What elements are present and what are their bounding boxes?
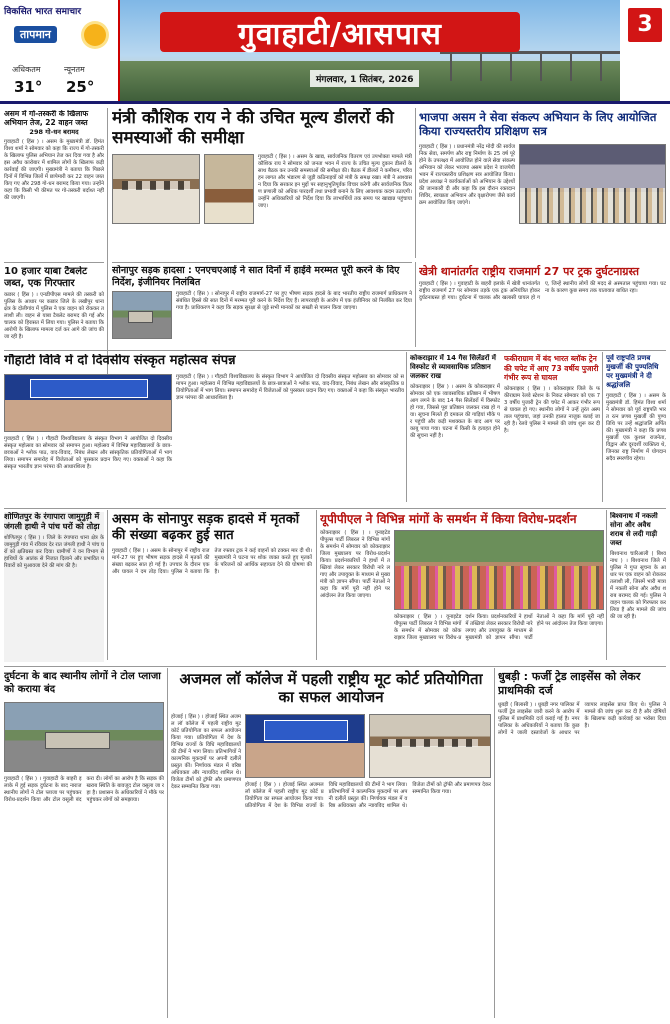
article-body-part: गुवाहाटी ( हिंस ) । गौहाटी विश्वविद्यालय के संस्कृत विभाग ने आयोजित दो दिवसीय संस्कृत महोत्सव का सोमवार को समापन हुआ। महोत्सव में विभिन्न महाविद्यालयों के छात्र-छात्राओं ने श्लोक पाठ, वाद-विवाद, निबंध लेखन और सांस्कृतिक प्रतियोगिताओं में भाग लिया। समापन समारोह में विजेताओं को पुरस्कार प्रदान किए गए। वक्ताओं ने कहा कि संस्कृत भारतीय ज्ञान परंपरा की आधारशिला है। — [4, 436, 172, 470]
masthead-banner — [120, 0, 620, 101]
max-temp-label: अधिकतम — [12, 65, 41, 74]
lead-headline: मंत्री कौशिक राय ने की उचित मूल्य डीलरों की समस्याओं की समीक्षा — [112, 108, 394, 148]
weather-title: तापमान — [14, 26, 57, 43]
article-body: धुबड़ी ( बिलासी ) । धुबड़ी नगर पालिका में फर्जी ट्रेड लाइसेंस जारी करने के आरोप में पुलिस में प्राथमिकी दर्ज कराई गई है। नगर पालिका के अधिकारियों ने बताया कि कुछ लोगों ने जाली दस्तावेजों के आधार पर व्यापार लाइसेंस प्राप्त किए थे। पुलिस ने मामले की जांच शुरू कर दी है और दोषियों के खिलाफ कड़ी कार्रवाई का भरोसा दिया है। — [498, 702, 666, 736]
article-khetri-truck — [419, 265, 666, 345]
article-body: गुवाहाटी ( हिंस ) । असम के सोनापुर में राष्ट्रीय राजमार्ग-27 पर हुए भीषण सड़क हादसे में मृतकों की संख्या बढ़कर सात हो गई है। उपचार के दौरान एक और घायल ने दम तोड़ दिया। पुलिस ने बताया कि तेज रफ्तार ट्रक ने कई वाहनों को टक्कर मार दी थी। मुख्यमंत्री ने घटना पर शोक व्यक्त करते हुए मृतकों के परिजनों को आर्थिक सहायता देने की घोषणा की है। — [112, 548, 312, 575]
headline: यूपीपीएल ने विभिन्न मांगों के समर्थन में किया विरोध-प्रदर्शन — [320, 512, 577, 526]
headline: शोणितपुर के रंगापारा जामुगुड़ी में जंगली हाथी ने पांच घरों को तोड़ा — [4, 512, 100, 531]
headline: भाजपा असम ने सेवा संकल्प अभियान के लिए आयोजित किया राज्यस्तरीय प्रशिक्षण सत्र — [419, 110, 657, 138]
article-body: गुवाहाटी ( हिंस ) । गुवाहाटी के बाहरी इलाके में खेत्री थानांतर्गत राष्ट्रीय राजमार्ग 27 पर सोमवार तड़के एक ट्रक अनियंत्रित होकर दुर्घटनाग्रस्त हो गया। दुर्घटना में चालक और खलासी घायल हो गए, जिन्हें स्थानीय लोगों की मदद से अस्पताल पहुंचाया गया। घटना के कारण कुछ समय तक यातायात बाधित रहा। — [419, 281, 666, 301]
dateline: मंगलवार, 1 सितंबर, 2026 — [310, 70, 419, 87]
headline: कोकराझार में 14 गैस सिलेंडरों में विस्फोट से व्यावसायिक प्रतिष्ठान जलकर राख — [410, 354, 496, 380]
article-body: गुवाहाटी ( हिंस ) । गौहाटी विश्वविद्यालय के संस्कृत विभाग ने आयोजित दो दिवसीय संस्कृत महोत्सव का सोमवार को समापन हुआ। महोत्सव में विभिन्न महाविद्यालयों के छात्र-छात्राओं ने श्लोक पाठ, वाद-विवाद, निबंध लेखन और सांस्कृतिक प्रतियोगिताओं में भाग लिया। समापन समारोह में विजेताओं को पुरस्कार प्रदान किए गए। वक्ताओं ने कहा कि संस्कृत भारतीय ज्ञान परंपरा की आधारशिला है। — [176, 374, 404, 401]
article-body: गुवाहाटी ( हिंस ) । असम के खाद्य, सार्वजनिक वितरण एवं उपभोक्ता मामले मंत्री कौशिक राय ने सोमवार को जनता भवन में राज्य के उचित मूल्य दुकान डीलरों के साथ बैठक कर उनकी समस्याओं की समीक्षा की। बैठक में डीलरों ने कमीशन, परिवहन लागत और भंडारण से जुड़ी कठिनाइयों को मंत्री के समक्ष रखा। मंत्री ने आश्वासन दिया कि सरकार इन मुद्दों पर सहानुभूतिपूर्वक विचार करेगी और सार्वजनिक वितरण प्रणाली को अधिक पारदर्शी तथा प्रभावी बनाने के लिए आवश्यक कदम उठाएगी। उन्होंने अधिकारियों को निर्देश दिया कि लाभार्थियों तक समय पर खाद्यान्न पहुंचाया जाए। — [258, 154, 412, 209]
headline: गौहाटी विवि में दो दिवसीय संस्कृत महोत्सव संपन्न — [4, 354, 236, 368]
weather-box — [6, 24, 114, 98]
title-band — [160, 12, 520, 52]
article-fakiragram — [504, 354, 600, 504]
highway-photo — [112, 291, 172, 339]
article-body: गुवाहाटी ( हिंस ) । सोनापुर में राष्ट्रीय राजमार्ग-27 पर हुए भीषण सड़क हादसे के बाद भारतीय राष्ट्रीय राजमार्ग प्राधिकरण ने संबंधित हिस्से की सात दिनों में मरम्मत पूरी करने के निर्देश दिए हैं। लापरवाही के आरोप में एक इंजीनियर को निलंबित कर दिया गया है। प्राधिकरण ने कहा कि सड़क सुरक्षा से जुड़े सभी मानकों का सख्ती से पालन किया जाएगा। — [176, 291, 412, 311]
headline: अजमल लॉ कॉलेज में पहली राष्ट्रीय मूट कोर्ट प्रतियोगिता का सफल आयोजन — [179, 670, 483, 706]
headline: खेत्री थानांतर्गत राष्ट्रीय राजमार्ग 27 पर ट्रक दुर्घटनाग्रस्त — [419, 265, 640, 278]
meeting-photo-2 — [204, 154, 254, 224]
meeting-photo-1 — [112, 154, 200, 224]
tagline: विकसित भारत समाचार — [4, 7, 82, 17]
article-body: गुवाहाटी ( हिंस ) । गुवाहाटी के बाहरी इलाके में हुई सड़क दुर्घटना के बाद नाराज स्थानीय लोगों ने टोल प्लाजा पर पहुंचकर विरोध-प्रदर्शन किया और टोल वसूली बंद करा दी। लोगों का आरोप है कि सड़क की खराब स्थिति के बावजूद टोल वसूला जा रहा है। प्रशासन के अधिकारियों ने मौके पर पहुंचकर लोगों को समझाया। — [4, 776, 164, 803]
page-number: 3 — [628, 8, 662, 42]
moot-court-audience-photo — [369, 714, 491, 778]
article-body: गुवाहाटी ( हिंस ) । असम के मुख्यमंत्री डॉ. हिमंत विश्व शर्मा ने सोमवार को कहा कि राज्य में गो-तस्करी के खिलाफ पुलिस अभियान तेज कर दिया गया है और इस अवैध कारोबार में शामिल लोगों के खिलाफ कड़ी कार्रवाई की जाएगी। मुख्यमंत्री ने बताया कि पिछले दिनों में विभिन्न जिलों में छापेमारी कर 22 वाहन जब्त किए गए और 298 गो-धन बरामद किया गया। उन्होंने कहा कि किसी भी कीमत पर गो-तस्करी बर्दाश्त नहीं की जाएगी। — [4, 138, 104, 201]
sun-icon — [84, 24, 106, 46]
article-body: कछार ( हिंस ) । एनडीपीएस मामले की तस्करी को पुलिस के आधार पर कछार जिले के लखीपुर थाना क्षेत्र के दोलीगांव में पुलिस ने एक वाहन को रोककर तलाशी ली। वाहन से याबा टैबलेट बरामद की गई और चालक को हिरासत में लिया गया। पुलिस ने बताया कि आरोपी के खिलाफ मामला दर्ज कर आगे की जांच की जा रही है। — [4, 292, 104, 340]
article-body: कोकराझार ( हिंस ) । कोकराझार जिले के फकीराग्राम रेलवे स्टेशन के निकट सोमवार को एक 73 वर्षीय पुजारी ट्रेन की चपेट में आकर गंभीर रूप से घायल हो गए। स्थानीय लोगों ने उन्हें तुरंत अस्पताल पहुंचाया, जहां उनकी हालत नाजुक बताई जा रही है। रेलवे पुलिस ने मामले की जांच शुरू कर दी है। — [504, 385, 600, 434]
article-body-cont: होजाई ( हिंस ) । होजाई स्थित अजमल लॉ कॉलेज में पहली राष्ट्रीय मूट कोर्ट प्रतियोगिता का सफल आयोजन किया गया। प्रतियोगिता में देश के विभिन्न राज्यों के विधि महाविद्यालयों की टीमों ने भाग लिया। प्रतिभागियों ने काल्पनिक मुकदमों पर अपनी दलीलें प्रस्तुत कीं। निर्णायक मंडल में वरिष्ठ अधिवक्ता और न्यायविद शामिल थे। विजेता टीमों को ट्रॉफी और प्रमाणपत्र देकर सम्मानित किया गया। — [245, 782, 491, 809]
min-temp-label: न्यूनतम — [64, 65, 85, 74]
article-sanskrit-fest — [4, 354, 404, 504]
article-dhubri-license — [498, 670, 666, 1020]
article-body: कोकराझार ( हिंस ) । असम के कोकराझार में सोमवार को एक व्यावसायिक प्रतिष्ठान में भीषण आग लगने के बाद 14 गैस सिलेंडरों में विस्फोट हो गया, जिससे पूरा प्रतिष्ठान जलकर राख हो गया। सूचना मिलते ही दमकल की गाड़ियां मौके पर पहुंचीं और कड़ी मशक्कत के बाद आग पर काबू पाया गया। घटना में किसी के हताहत होने की सूचना नहीं है। — [410, 384, 500, 439]
masthead-right-panel — [620, 0, 670, 101]
headline: असम के सोनापुर सड़क हादसे में मृतकों की संख्या बढ़कर हुई सात — [112, 512, 300, 543]
article-kokrajhar-blast — [410, 354, 500, 504]
article-fake-gold — [610, 512, 666, 662]
article-toll-plaza — [4, 670, 164, 1020]
section-title: गुवाहाटी/आसपास — [238, 16, 442, 52]
article-sonapur-nhai — [112, 265, 412, 345]
protest-photo — [394, 530, 604, 610]
headline: सोनापुर सड़क हादसा : एनएचएआई ने सात दिनों में हाईवे मरम्मत पूरी करने के दिए निर्देश, इंजीनियर निलंबित — [112, 265, 400, 288]
article-body-cont: कोकराझार ( हिंस ) । यूनाइटेड पीपुल्स पार्टी लिबरल ने विभिन्न मांगों के समर्थन में सोमवार को कोकराझार जिला मुख्यालय पर विरोध-प्रदर्शन किया। प्रदर्शनकारियों ने हाथों में तख्तियां लेकर सरकार विरोधी नारे लगाए और उपायुक्त के माध्यम से मुख्यमंत्री को ज्ञापन सौंपा। पार्टी नेताओं ने कहा कि मांगें पूरी नहीं होने पर आंदोलन तेज किया जाएगा। — [394, 614, 604, 641]
bridge-image — [440, 51, 620, 81]
min-temp-value: 25° — [66, 78, 95, 96]
subhead: 298 गो-धन बरामद — [29, 128, 79, 137]
article-lead — [112, 108, 412, 258]
article-sonapur-deaths — [112, 512, 312, 662]
max-temp-value: 31° — [14, 78, 43, 96]
headline: धुबड़ी : फर्जी ट्रेड लाइसेंस को लेकर प्राथमिकी दर्ज — [498, 670, 641, 697]
headline: असम में गो-तस्करी के खिलाफ अभियान तेज, 22 वाहन जब्त — [4, 110, 89, 127]
article-pranab-tribute — [606, 354, 666, 504]
headline: पूर्व राष्ट्रपति प्रणब मुखर्जी की पुण्यतिथि पर मुख्यमंत्री ने दी श्रद्धांजलि — [606, 354, 659, 389]
sanskrit-fest-photo — [4, 374, 172, 432]
headline: 10 हजार याबा टैबलेट जब्त, एक गिरफ्तार — [4, 266, 88, 289]
headline: बिश्वनाथ में नकली सोना और अवैध शराब से लदी गाड़ी जब्त — [610, 512, 658, 547]
headline: फकीराग्राम में बंद भारत ब्लॉक ट्रेन की चपेट में आए 73 वर्षीय पुजारी गंभीर रूप से घायल — [504, 354, 599, 382]
article-body: गुवाहाटी ( हिंस ) । असम के मुख्यमंत्री डॉ. हिमंत विश्व शर्मा ने सोमवार को पूर्व राष्ट्रपति भारत रत्न प्रणब मुखर्जी की पुण्यतिथि पर उन्हें श्रद्धांजलि अर्पित की। मुख्यमंत्री ने कहा कि प्रणब मुखर्जी एक कुशल राजनेता, विद्वान और दूरदर्शी व्यक्तित्व थे, जिनका राष्ट्र निर्माण में योगदान सदैव स्मरणीय रहेगा। — [606, 393, 666, 462]
article-body: बिश्वनाथ चारिआली ( बिश्वनाथ ) । बिश्वनाथ जिले में पुलिस ने गुप्त सूचना के आधार पर एक वाहन को रोककर तलाशी ली, जिसमें भारी मात्रा में नकली सोना और अवैध शराब बरामद की गई। पुलिस ने वाहन चालक को गिरफ्तार कर लिया है और मामले की जांच की जा रही है। — [610, 551, 666, 620]
article-elephant — [4, 512, 104, 662]
article-uppl-protest — [320, 512, 604, 662]
toll-plaza-photo — [4, 702, 164, 772]
article-moot-court — [171, 670, 491, 1020]
article-body: कोकराझार ( हिंस ) । यूनाइटेड पीपुल्स पार्टी लिबरल ने विभिन्न मांगों के समर्थन में सोमवार को कोकराझार जिला मुख्यालय पर विरोध-प्रदर्शन किया। प्रदर्शनकारियों ने हाथों में तख्तियां लेकर सरकार विरोधी नारे लगाए और उपायुक्त के माध्यम से मुख्यमंत्री को ज्ञापन सौंपा। पार्टी नेताओं ने कहा कि मांगें पूरी नहीं होने पर आंदोलन तेज किया जाएगा। — [320, 530, 390, 599]
moot-court-stage-photo — [245, 714, 365, 778]
training-session-photo — [519, 144, 666, 224]
article-assam-smuggling — [4, 110, 104, 260]
article-body: होजाई ( हिंस ) । होजाई स्थित अजमल लॉ कॉलेज में पहली राष्ट्रीय मूट कोर्ट प्रतियोगिता का सफल आयोजन किया गया। प्रतियोगिता में देश के विभिन्न राज्यों के विधि महाविद्यालयों की टीमों ने भाग लिया। प्रतिभागियों ने काल्पनिक मुकदमों पर अपनी दलीलें प्रस्तुत कीं। निर्णायक मंडल में वरिष्ठ अधिवक्ता और न्यायविद शामिल थे। विजेता टीमों को ट्रॉफी और प्रमाणपत्र देकर सम्मानित किया गया। — [171, 714, 241, 790]
masthead — [0, 0, 670, 104]
masthead-left-panel — [0, 0, 120, 101]
article-bjp-training — [419, 110, 666, 258]
article-body: शोणितपुर ( हिंस ) । जिले के रंगापारा थाना क्षेत्र के जामुगुड़ी गांव में रविवार देर रात जंगली हाथी ने पांच घरों को क्षतिग्रस्त कर दिया। ग्रामीणों ने वन विभाग से हाथियों के आतंक से निजात दिलाने और प्रभावित परिवारों को मुआवजा देने की मांग की है। — [4, 535, 104, 569]
headline: दुर्घटना के बाद स्थानीय लोगों ने टोल प्लाजा को कराया बंद — [4, 671, 161, 695]
article-body: गुवाहाटी ( हिंस ) । प्रधानमंत्री नरेंद्र मोदी की सार्वजनिक सेवा, समर्पण और राष्ट्र निर्माण के 25 वर्ष पूरे होने के उपलक्ष्य में आयोजित होने वाले सेवा संकल्प अभियान को लेकर भाजपा असम प्रदेश ने वाजपेयी भवन में राज्यस्तरीय प्रशिक्षण सत्र आयोजित किया। प्रदेश अध्यक्ष ने कार्यकर्ताओं को अभियान के उद्देश्यों की जानकारी दी और कहा कि इस दौरान रक्तदान शिविर, स्वच्छता अभियान और वृक्षारोपण जैसे कार्यक्रम आयोजित किए जाएंगे। — [419, 144, 515, 206]
